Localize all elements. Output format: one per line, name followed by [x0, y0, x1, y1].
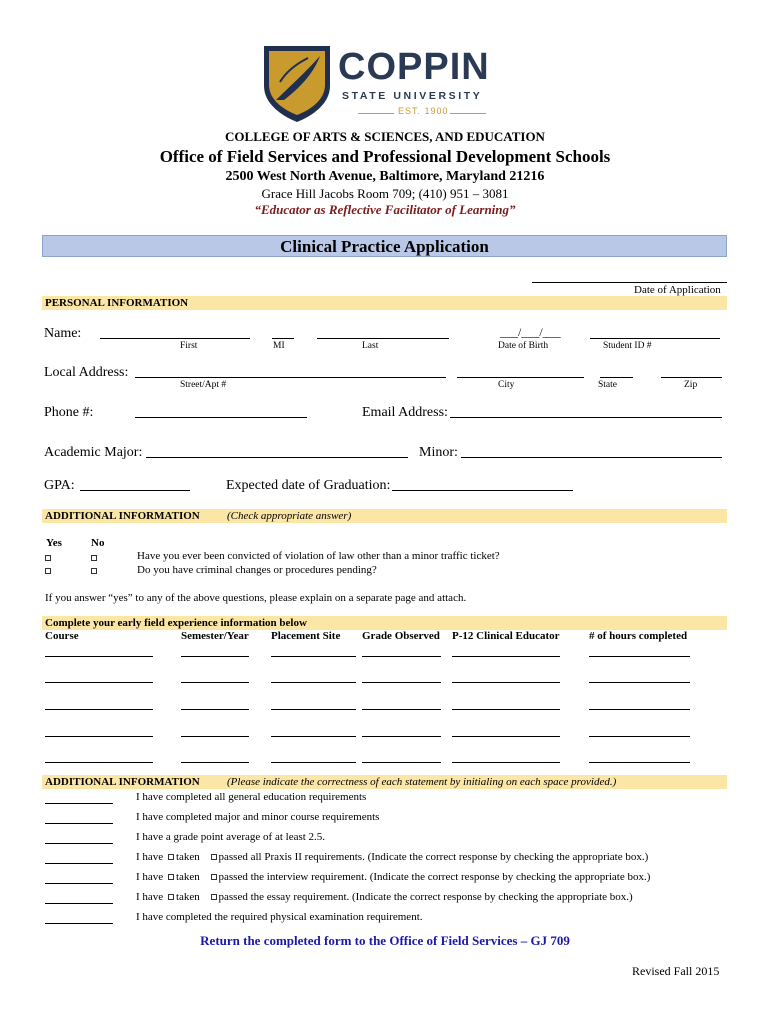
initial-field-1[interactable]	[45, 803, 113, 804]
exp-row-4-educator-field[interactable]	[452, 736, 560, 737]
student-id-label: Student ID #	[603, 341, 652, 351]
praxis-row-1	[136, 851, 648, 863]
exp-row-5-placement-field[interactable]	[271, 762, 356, 763]
exp-row-5-educator-field[interactable]	[452, 762, 560, 763]
exp-row-3-course-field[interactable]	[45, 709, 153, 710]
praxis-text-3: the essay requirement. (Indicate the correct response by checking the appropriate box.)	[250, 891, 633, 903]
phone-field[interactable]	[135, 417, 307, 418]
exp-row-3-grade-field[interactable]	[362, 709, 441, 710]
last-label: Last	[362, 341, 379, 351]
state-field[interactable]	[600, 377, 633, 378]
additional-info-2-note: (Please indicate the correctness of each statement by initialing on each space provided.)	[227, 776, 617, 788]
explain-note: If you answer “yes” to any of the above questions, please explain on a separate page and attach.	[45, 592, 467, 604]
col-educator: P-12 Clinical Educator	[452, 630, 560, 642]
statement-3: I have a grade point average of at least 2.5.	[136, 831, 326, 843]
exp-row-5-hours-field[interactable]	[589, 762, 690, 763]
graduation-field[interactable]	[392, 490, 573, 491]
exp-row-3-educator-field[interactable]	[452, 709, 560, 710]
praxis-row-3	[136, 891, 633, 903]
logo-divider-left	[358, 113, 394, 114]
graduation-label: Expected date of Graduation:	[226, 478, 391, 493]
passed-text-2: passed	[218, 871, 248, 883]
initial-field-4[interactable]	[45, 863, 113, 864]
additional-info-note: (Check appropriate answer)	[227, 510, 352, 522]
taken-text-2: taken	[175, 871, 200, 883]
q2-no-checkbox[interactable]	[91, 568, 97, 574]
q2-yes-checkbox[interactable]	[45, 568, 51, 574]
yes-header: Yes	[46, 537, 62, 549]
logo-name: COPPIN	[338, 46, 490, 88]
passed-checkbox-2[interactable]	[211, 874, 217, 880]
exp-row-3-semester-field[interactable]	[181, 709, 249, 710]
passed-checkbox-3[interactable]	[211, 894, 217, 900]
street-field[interactable]	[135, 377, 446, 378]
exp-row-4-course-field[interactable]	[45, 736, 153, 737]
exp-row-4-placement-field[interactable]	[271, 736, 356, 737]
return-instruction: Return the completed form to the Office of Field Services – GJ 709	[200, 933, 570, 948]
col-hours: # of hours completed	[589, 630, 688, 642]
have-text-3: I have	[136, 891, 164, 903]
street-label: Street/Apt #	[180, 380, 227, 390]
initial-field-5[interactable]	[45, 883, 113, 884]
passed-text-1: passed	[218, 851, 248, 863]
question-2: Do you have criminal changes or procedures pending?	[137, 564, 377, 576]
exp-row-2-hours-field[interactable]	[589, 682, 690, 683]
taken-checkbox-1[interactable]	[168, 854, 174, 860]
initial-field-7[interactable]	[45, 923, 113, 924]
dob-field[interactable]: ___/___/___	[500, 325, 561, 339]
exp-row-1-semester-field[interactable]	[181, 656, 249, 657]
initial-field-6[interactable]	[45, 903, 113, 904]
exp-row-1-educator-field[interactable]	[452, 656, 560, 657]
initial-field-2[interactable]	[45, 823, 113, 824]
initial-field-3[interactable]	[45, 843, 113, 844]
physical-statement: I have completed the required physical examination requirement.	[136, 911, 423, 923]
experience-heading: Complete your early field experience information below	[45, 617, 307, 629]
phone-label: Phone #:	[44, 405, 94, 420]
exp-row-1-hours-field[interactable]	[589, 656, 690, 657]
college-name: COLLEGE OF ARTS & SCIENCES, AND EDUCATION	[225, 129, 545, 144]
exp-row-4-hours-field[interactable]	[589, 736, 690, 737]
office-room: Grace Hill Jacobs Room 709; (410) 951 – 3081	[261, 186, 509, 201]
gpa-field[interactable]	[80, 490, 190, 491]
praxis-text-1: all Praxis II requirements. (Indicate the correct response by checking the appropriate box.)	[250, 851, 649, 863]
motto: “Educator as Reflective Facilitator of Learning”	[254, 202, 516, 217]
logo-est: EST. 1900	[398, 106, 449, 116]
praxis-text-2: the interview requirement. (Indicate the correct response by checking the appropriate box.)	[250, 871, 651, 883]
major-field[interactable]	[146, 457, 408, 458]
last-name-field[interactable]	[317, 338, 449, 339]
taken-checkbox-3[interactable]	[168, 894, 174, 900]
dob-label: Date of Birth	[498, 341, 549, 351]
col-course: Course	[45, 630, 79, 642]
exp-row-3-hours-field[interactable]	[589, 709, 690, 710]
taken-text-1: taken	[175, 851, 200, 863]
statement-2: I have completed major and minor course requirements	[136, 811, 380, 823]
name-label: Name:	[44, 326, 82, 341]
first-name-field[interactable]	[100, 338, 250, 339]
q1-no-checkbox[interactable]	[91, 555, 97, 561]
exp-row-1-grade-field[interactable]	[362, 656, 441, 657]
col-grade: Grade Observed	[362, 630, 440, 642]
additional-info-2-heading: ADDITIONAL INFORMATION	[45, 776, 200, 788]
city-label: City	[498, 380, 515, 390]
university-logo	[262, 42, 512, 124]
minor-label: Minor:	[419, 445, 458, 460]
exp-row-2-semester-field[interactable]	[181, 682, 249, 683]
state-label: State	[598, 380, 617, 390]
office-address: 2500 West North Avenue, Baltimore, Maryland 21216	[225, 169, 545, 184]
zip-label: Zip	[684, 380, 698, 390]
exp-row-4-grade-field[interactable]	[362, 736, 441, 737]
logo-divider-right	[450, 113, 486, 114]
no-header: No	[91, 537, 105, 549]
zip-field[interactable]	[661, 377, 722, 378]
minor-field[interactable]	[461, 457, 722, 458]
have-text-2: I have	[136, 871, 164, 883]
exp-row-2-grade-field[interactable]	[362, 682, 441, 683]
exp-row-5-course-field[interactable]	[45, 762, 153, 763]
logo-subtitle: STATE UNIVERSITY	[342, 90, 483, 102]
have-text-1: I have	[136, 851, 164, 863]
exp-row-1-course-field[interactable]	[45, 656, 153, 657]
taken-text-3: taken	[175, 891, 200, 903]
exp-row-3-placement-field[interactable]	[271, 709, 356, 710]
exp-row-2-placement-field[interactable]	[271, 682, 356, 683]
additional-info-heading: ADDITIONAL INFORMATION	[45, 510, 200, 522]
email-label: Email Address:	[362, 405, 448, 420]
gpa-label: GPA:	[44, 478, 75, 493]
date-label: Date of Application	[634, 284, 721, 296]
date-field[interactable]	[532, 282, 727, 283]
mi-field[interactable]	[272, 338, 294, 339]
exp-row-4-semester-field[interactable]	[181, 736, 249, 737]
passed-checkbox-1[interactable]	[211, 854, 217, 860]
exp-row-5-semester-field[interactable]	[181, 762, 249, 763]
praxis-row-2	[136, 871, 650, 883]
exp-row-5-grade-field[interactable]	[362, 762, 441, 763]
mi-label: MI	[273, 341, 285, 351]
city-field[interactable]	[457, 377, 584, 378]
revised-date: Revised Fall 2015	[632, 964, 720, 978]
personal-info-heading: PERSONAL INFORMATION	[42, 296, 727, 310]
exp-row-2-educator-field[interactable]	[452, 682, 560, 683]
form-title: Clinical Practice Application	[42, 235, 727, 257]
statement-1: I have completed all general education requirements	[136, 791, 367, 803]
first-label: First	[180, 341, 198, 351]
exp-row-2-course-field[interactable]	[45, 682, 153, 683]
major-label: Academic Major:	[44, 445, 143, 460]
q1-yes-checkbox[interactable]	[45, 555, 51, 561]
taken-checkbox-2[interactable]	[168, 874, 174, 880]
question-1: Have you ever been convicted of violation of law other than a minor traffic ticket?	[137, 550, 500, 562]
student-id-field[interactable]	[590, 338, 720, 339]
col-placement: Placement Site	[271, 630, 341, 642]
exp-row-1-placement-field[interactable]	[271, 656, 356, 657]
email-field[interactable]	[450, 417, 722, 418]
col-semester: Semester/Year	[181, 630, 249, 642]
passed-text-3: passed	[218, 891, 248, 903]
address-label: Local Address:	[44, 365, 129, 380]
office-name: Office of Field Services and Professional Development Schools	[159, 147, 611, 166]
shield-icon	[262, 42, 332, 124]
